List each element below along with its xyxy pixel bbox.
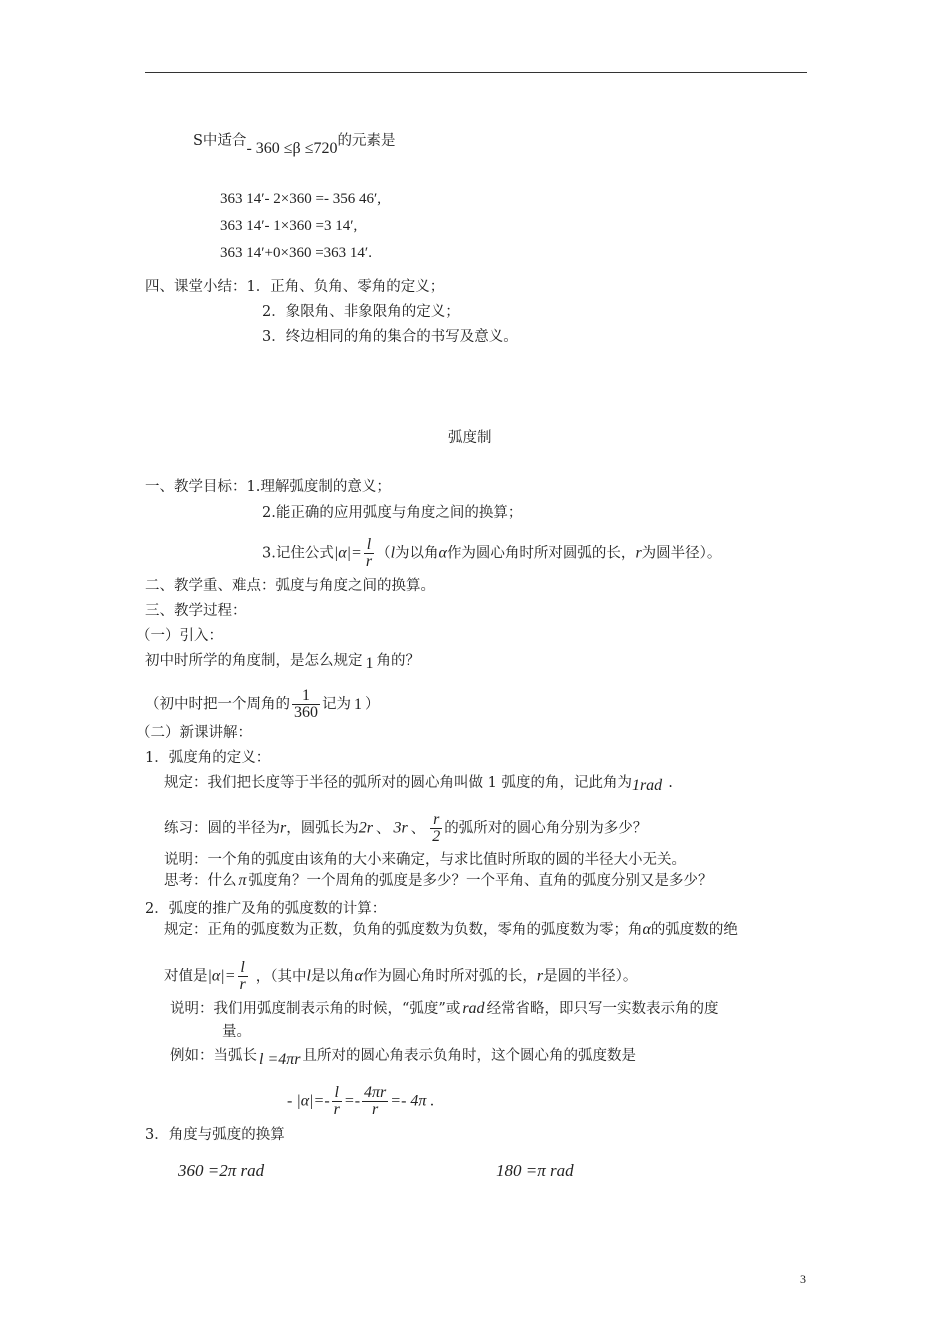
goal-3-alpha: α (438, 544, 447, 562)
example-equation (287, 1085, 434, 1118)
summary-item-3: 3．终边相同的角的集合的书写及意义。 (262, 329, 518, 345)
abs-num: l (240, 959, 245, 976)
intro-answer-num: 1 (302, 687, 310, 704)
abs-fraction (238, 960, 248, 993)
abs-den: r (239, 976, 246, 993)
process-heading: 三、教学过程： (145, 603, 247, 619)
example-eq-part2: =- (343, 1092, 361, 1110)
goal-3-num: l (366, 536, 372, 553)
goal-3-mid1: 为以角 (395, 545, 439, 562)
example-math: l =4πr (259, 1051, 301, 1068)
intro-question (145, 651, 420, 671)
goal-3 (262, 537, 721, 570)
definition-prefix: 规定：我们把长度等于半径的弧所对的圆心角叫做 1 弧度的角，记此角为 (164, 775, 632, 791)
abs-mid3: 作为圆心角时所对弧的长， (362, 968, 537, 985)
heading-1: 1．弧度角的定义： (145, 750, 271, 766)
definition-math: 1rad (631, 777, 663, 794)
abs-math: |α|= (207, 967, 236, 985)
abs-mid2: 是以角 (310, 968, 355, 985)
exercise-num: r (433, 811, 440, 828)
abs-prefix: 对值是 (164, 968, 208, 985)
think-line (164, 871, 713, 891)
page-number: 3 (800, 1272, 806, 1286)
summary-item-2: 2．象限角、非象限角的定义； (262, 304, 460, 320)
calc-line-1: 363 14′- 2×360 =- 356 46′, (220, 191, 381, 207)
key-points: 二、教学重、难点：弧度与角度之间的换算。 (145, 578, 435, 594)
intro-question-suffix: 角的？ (376, 653, 420, 669)
intro-answer-den: 360 (294, 704, 318, 721)
exercise-fraction (430, 812, 442, 845)
abs-line (164, 960, 637, 993)
note-2-continued: 量。 (222, 1024, 251, 1040)
intro-answer-fraction (292, 688, 320, 721)
exercise-sep2: 、 (410, 820, 426, 837)
calc-line-3: 363 14′+0×360 =363 14′. (220, 245, 372, 261)
exercise-line (164, 812, 647, 845)
rule-2-line (164, 920, 738, 940)
exercise-r: r (280, 819, 287, 837)
example-prefix: 例如：当弧长 (170, 1048, 257, 1064)
heading-2: 2．弧度的推广及角的弧度数的计算： (145, 901, 387, 917)
goal-3-paren: （ (376, 545, 391, 562)
s-condition-line (193, 131, 396, 157)
exercise-suffix: 的弧所对的圆心角分别为多少？ (444, 820, 648, 837)
note-2-prefix: 说明：我们用弧度制表示角的时候，“弧度”或 (170, 1001, 461, 1017)
goal-3-mid2: 作为圆心角时所对圆弧的长， (446, 545, 636, 562)
summary-label: 四、课堂小结： (145, 279, 247, 295)
goal-3-prefix: 3.记住公式 (262, 545, 334, 562)
example-eq-fraction-2 (362, 1085, 388, 1118)
exercise-den: 2 (432, 828, 441, 845)
abs-mid1: ，（其中 (255, 968, 307, 985)
goal-3-suffix: 为圆半径）。 (641, 545, 722, 562)
rule-2-alpha: α (642, 921, 651, 938)
goals-label: 一、教学目标： (145, 479, 247, 495)
exercise-sep1: 、 (375, 820, 391, 837)
exercise-2r: 2r (358, 819, 373, 837)
intro-answer-prefix: （初中时把一个周角的 (145, 696, 290, 713)
s-condition-suffix: 的元素是 (337, 133, 396, 149)
exercise-3r: 3r (393, 819, 408, 837)
example-eq-den-2: r (362, 1101, 388, 1118)
example-eq-fraction-1 (332, 1085, 342, 1118)
goal-3-l: l (390, 544, 396, 562)
intro-question-prefix: 初中时所学的角度制，是怎么规定 (145, 653, 363, 669)
example-eq-num-1: l (334, 1084, 339, 1101)
example-suffix: 且所对的圆心角表示负角时，这个圆心角的弧度数是 (302, 1048, 636, 1064)
note-1: 说明：一个角的弧度由该角的大小来确定，与求比值时所取的圆的半径大小无关。 (164, 852, 686, 868)
s-condition-prefix: S中适合 (193, 133, 247, 149)
goal-3-fraction (364, 537, 374, 570)
exercise-mid: ，圆弧长为 (286, 820, 359, 837)
think-pi: π (238, 872, 247, 889)
definition-suffix: . (668, 775, 673, 791)
lecture-label: （二）新课讲解： (136, 725, 252, 741)
summary-item-1: 1．正角、负角、零角的定义； (246, 279, 445, 295)
example-eq-part3: =- 4π . (390, 1092, 435, 1110)
definition-line (164, 773, 673, 793)
heading-3: 3．角度与弧度的换算 (145, 1127, 285, 1143)
goal-1: 1.理解弧度制的意义； (246, 479, 391, 495)
intro-label: （一）引入： (136, 628, 223, 644)
example-line (170, 1046, 636, 1066)
summary-line-1 (145, 277, 444, 297)
intro-answer-one: 1 (354, 695, 362, 713)
intro-question-one: 1 (365, 655, 374, 672)
abs-l: l (306, 967, 311, 985)
conversion-360: 360 =2π rad (178, 1161, 265, 1180)
rule-2-prefix: 规定：正角的弧度数为正数，负角的弧度数为负数，零角的弧度数为零；角 (164, 922, 643, 938)
think-prefix: 思考：什么 (164, 873, 237, 889)
note-2 (170, 999, 719, 1019)
conversion-180: 180 =π rad (496, 1161, 574, 1180)
calc-line-2: 363 14′- 1×360 =3 14′, (220, 218, 358, 234)
example-eq-den-1: r (333, 1101, 340, 1118)
s-condition-math: - 360 ≤β ≤720 (246, 140, 338, 157)
goals-line-1 (145, 477, 391, 497)
goal-3-den: r (365, 553, 373, 570)
header-rule (145, 72, 807, 73)
intro-answer-suffix: ） (365, 696, 380, 713)
example-eq-num-2: 4πr (364, 1084, 387, 1101)
example-eq-part1: - |α|=- (287, 1092, 330, 1110)
goal-3-r: r (635, 544, 642, 562)
section-title: 弧度制 (448, 430, 492, 446)
rule-2-suffix: 的弧度数的绝 (650, 922, 738, 938)
abs-r: r (536, 967, 544, 985)
goal-2: 2.能正确的应用弧度与角度之间的换算； (262, 505, 523, 521)
note-2-suffix: 经常省略，即只写一实数表示角的度 (486, 1001, 719, 1017)
intro-answer (145, 688, 380, 721)
note-2-rad: rad (462, 1000, 485, 1017)
abs-suffix: 是圆的半径）。 (543, 968, 638, 985)
think-suffix: 弧度角？一个周角的弧度是多少？一个平角、直角的弧度分别又是多少？ (248, 873, 713, 889)
intro-answer-mid: 记为 (322, 696, 351, 713)
exercise-prefix: 练习：圆的半径为 (164, 820, 280, 837)
abs-alpha: α (354, 967, 363, 985)
goal-3-abs: |α|= (333, 544, 362, 562)
